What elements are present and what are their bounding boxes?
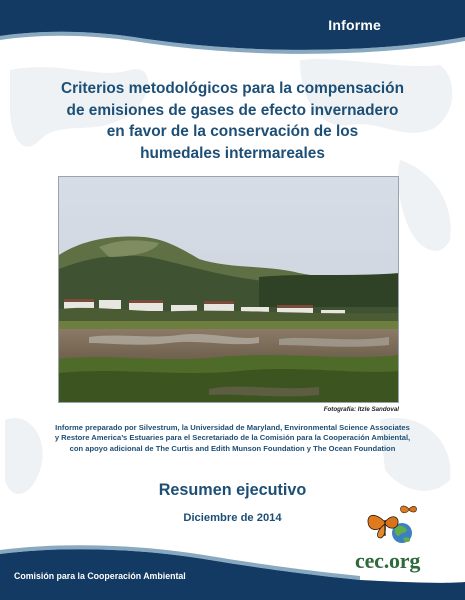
- prepared-line: Informe preparado por Silvestrum, la Universidad de Maryland, Environmental Science Associates: [55, 423, 410, 432]
- cec-logo-text: cec.org: [355, 548, 421, 573]
- photo-credit: Fotografía: Itzle Sandoval: [323, 406, 399, 413]
- title-line: humedales intermareales: [140, 144, 325, 162]
- title-line: Criterios metodológicos para la compensación: [61, 80, 404, 97]
- executive-summary-heading: Resumen ejecutivo: [158, 481, 307, 499]
- header-band: [0, 0, 465, 60]
- title-line: de emisiones de gases de efecto invernadero: [66, 101, 399, 119]
- wetland-photo: [58, 176, 399, 403]
- prepared-line: con apoyo adicional de The Curtis and Edith Munson Foundation y The Ocean Foundation: [69, 443, 396, 453]
- prepared-line: y Restore America’s Estuaries para el Secretariado de la Comisión para la Cooperación Ambiental,: [54, 433, 411, 443]
- title-line: en favor de la conservación de los: [106, 123, 359, 140]
- report-type-tag: Informe: [328, 17, 381, 33]
- report-title: [30, 78, 435, 164]
- wetland-landscape-image: [59, 177, 399, 403]
- publication-date: Diciembre de 2014: [183, 512, 282, 524]
- prepared-by-text: [20, 423, 445, 454]
- footer-organization: Comisión para la Cooperación Ambiental: [14, 571, 186, 581]
